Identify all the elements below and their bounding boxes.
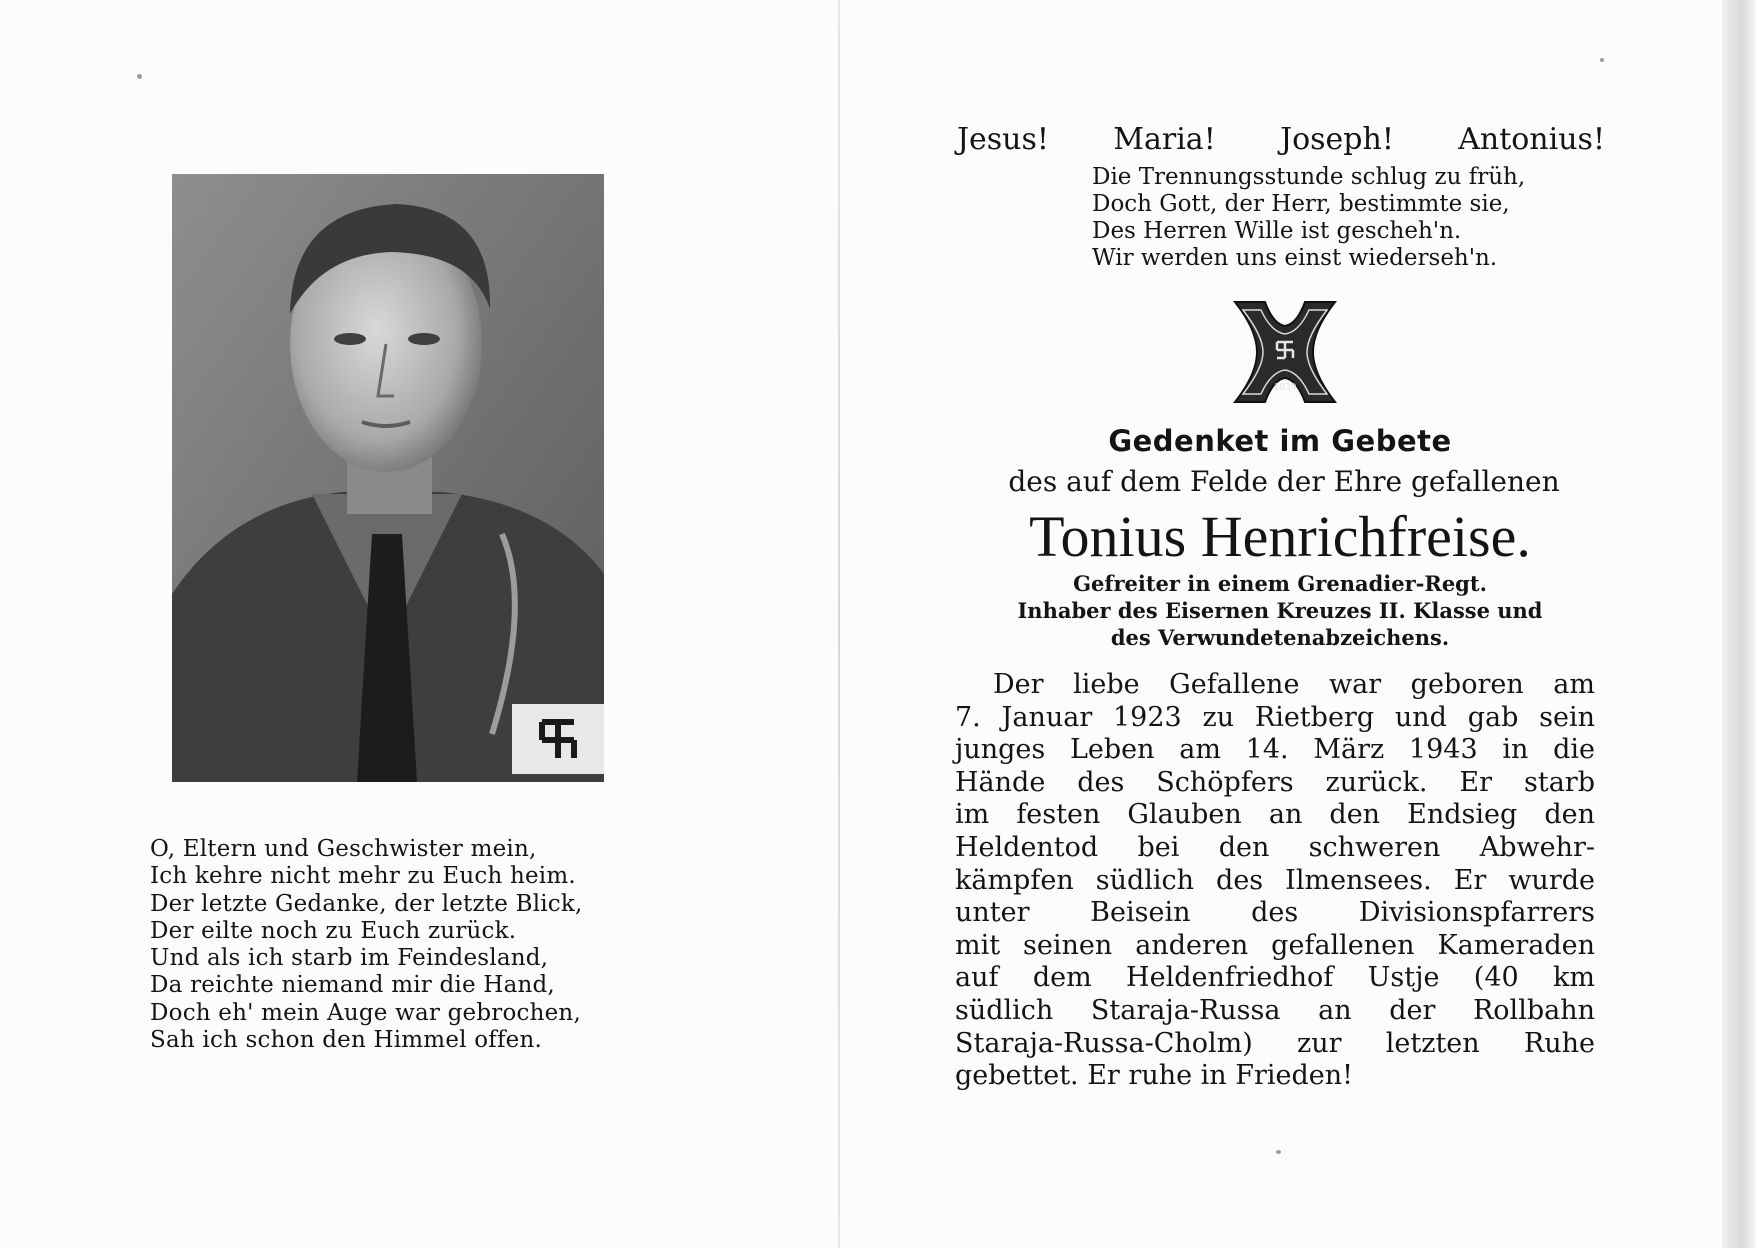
page-title: Gedenket im Gebete: [1108, 424, 1452, 458]
poem-line: Da reichte niemand mir die Hand,: [150, 972, 555, 999]
bio-line: junges Leben am 14. März 1943 in die: [955, 734, 1595, 766]
bio-line: mit seinen anderen gefallenen Kameraden: [955, 929, 1595, 961]
verse-line: Die Trennungsstunde schlug zu früh,: [1092, 164, 1526, 190]
card-fold: [838, 0, 840, 1248]
biography-text: [955, 669, 1595, 1093]
bio-line: im festen Glauben an den Endsieg den: [955, 799, 1595, 831]
card-edge: [1722, 0, 1756, 1248]
deceased-name: Tonius Henrichfreise.: [1029, 504, 1531, 569]
bio-line: Hände des Schöpfers zurück. Er starb: [955, 766, 1595, 798]
bio-line: Der liebe Gefallene war geboren am: [993, 669, 1595, 700]
bio-line: Heldentod bei den schweren Abwehr-: [955, 831, 1595, 863]
invocation-maria: Maria!: [1113, 122, 1216, 157]
poem-line: Doch eh' mein Auge war gebrochen,: [150, 999, 581, 1026]
bio-line: südlich Staraja-Russa an der Rollbahn: [955, 994, 1595, 1026]
bio-line: unter Beisein des Divisionspfarrers: [955, 897, 1595, 929]
cross-year: 1939: [1273, 383, 1297, 393]
print-speck: [137, 74, 142, 79]
poem-line: Und als ich starb im Feindesland,: [150, 945, 549, 972]
farewell-verse: [1092, 164, 1602, 272]
rank-line: Gefreiter in einem Grenadier-Regt.: [1073, 571, 1487, 596]
poem-line: Der eilte noch zu Euch zurück.: [150, 917, 517, 944]
poem-line: Der letzte Gedanke, der letzte Blick,: [150, 890, 583, 917]
bio-line: gebettet. Er ruhe in Frieden!: [955, 1060, 1354, 1092]
invocation-line: [957, 122, 1605, 157]
rank-line: des Verwundetenabzeichens.: [1110, 625, 1450, 650]
portrait-photo: [172, 174, 604, 782]
verse-line: Des Herren Wille ist gescheh'n.: [1092, 218, 1462, 244]
poem-line: Sah ich schon den Himmel offen.: [150, 1027, 543, 1054]
bio-line: kämpfen südlich des Ilmensees. Er wurde: [955, 864, 1595, 896]
portrait-image: [172, 174, 604, 782]
invocation-jesus: Jesus!: [957, 122, 1049, 157]
rank-block: [940, 570, 1620, 651]
parting-poem: [150, 836, 630, 1054]
bio-line: Staraja-Russa-Cholm) zur letzten Ruhe: [955, 1027, 1595, 1059]
iron-cross-icon: [1229, 296, 1341, 408]
print-speck: [1600, 58, 1604, 62]
intro-line: des auf dem Felde der Ehre gefallenen: [1008, 465, 1560, 498]
invocation-joseph: Joseph!: [1280, 122, 1394, 157]
poem-line: O, Eltern und Geschwister mein,: [150, 836, 537, 862]
verse-line: Doch Gott, der Herr, bestimmte sie,: [1092, 191, 1510, 217]
verse-line: Wir werden uns einst wiederseh'n.: [1092, 245, 1498, 271]
print-speck: [1276, 1150, 1281, 1154]
invocation-antonius: Antonius!: [1458, 122, 1605, 157]
poem-line: Ich kehre nicht mehr zu Euch heim.: [150, 863, 576, 890]
bio-line: 7. Januar 1923 zu Rietberg und gab sein: [955, 701, 1595, 733]
rank-line: Inhaber des Eisernen Kreuzes II. Klasse und: [1017, 598, 1543, 623]
bio-line: auf dem Heldenfriedhof Ustje (40 km: [955, 962, 1595, 994]
